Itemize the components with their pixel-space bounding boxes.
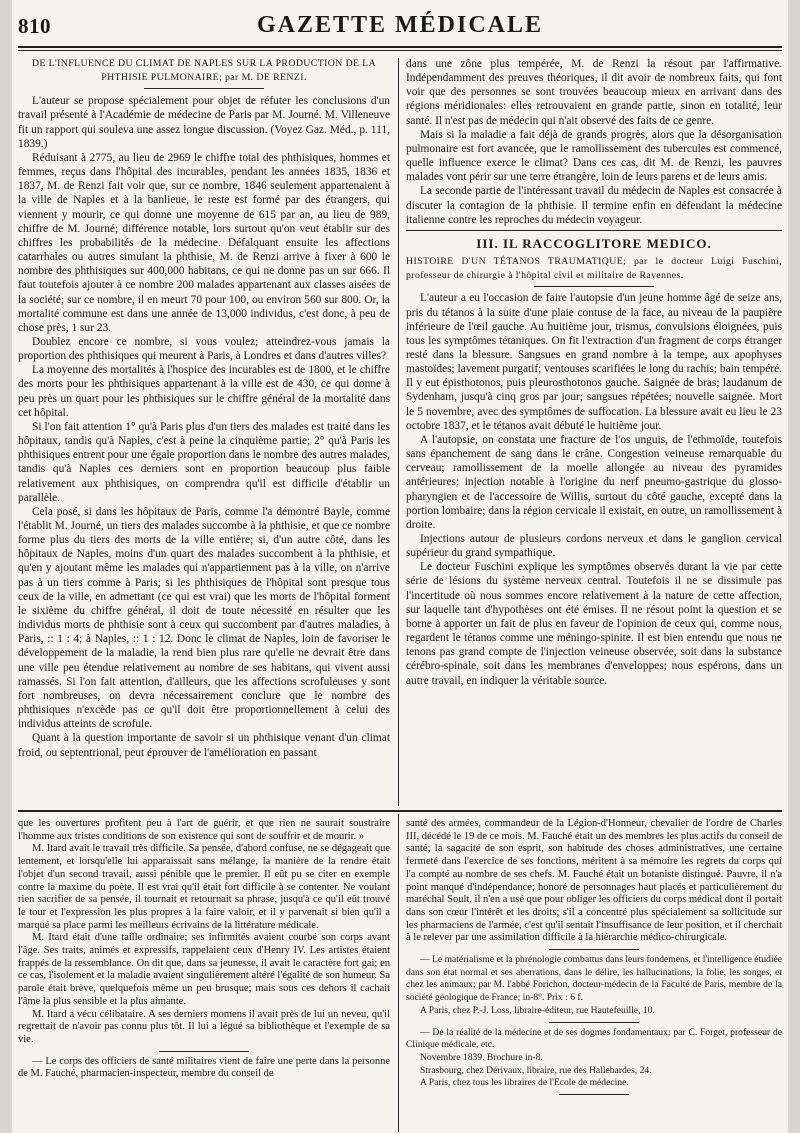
- paragraph: A l'autopsie, on constata une fracture de l'os unguis, de l'ethmoïde, toutefois sans épanchement de sang dans le crâne. Congestion veineuse remarquable du cerveau; ramollissement de la moelle allongée au niveau des pyramides antérieures; injection notable à l'origine du nerf pneumo-gastrique du glosso-pharyngien et de l'accessoire de Willis, surtout du côté gauche, excepté dans la portion lombaire; dans la région cervicale il existait, en outre, un ramollissement à droite.: [406, 433, 782, 531]
- page-header: [12, 8, 788, 42]
- paragraph: L'auteur a eu l'occasion de faire l'autopsie d'un jeune homme âgé de seize ans, pris du tétanos à la suite d'une plaie contuse de la face, au niveau de la paupière inférieure de l'œil gauche. Au huitième jour, trismus, convulsions éloignées, puis tous les symptômes tétaniques. On fit l'extraction d'un fragment de corps étranger resté dans la blessure. Sangsues en grand nombre à la tempe, aux apophyses mastoïdes; lavement purgatif; ventouses scarifiées le long du rachis; bain tempéré. Il y eut épisthotonos, puis pleurosthotonos gauche. Saignée de bras; laudanum de Sydenham, jusqu'à cinq gros par jour; sangsues répétées; nouvelle saignée. Mort le 5 novembre, avec des symptômes de suffocation. La blessure avait eu lieu le 23 octobre 1837, et le tétanos avait débuté le huitième jour.: [406, 292, 782, 432]
- title-separator: [144, 88, 264, 89]
- paragraph: — Le corps des officiers de santé militaires vient de faire une perte dans la personne de M. Fauché, pharmacien-inspecteur, membre du conseil de: [18, 1055, 390, 1080]
- fold-rule: [18, 810, 782, 812]
- end-separator: [559, 1094, 629, 1095]
- paragraph: Injections autour de plusieurs cordons nerveux et dans le ganglion cervical supérieur du grand sympathique.: [406, 533, 782, 560]
- book-notice-publisher: Strasbourg, chez Dérivaux, libraire, rue des Hallebardes, 24.: [420, 1064, 652, 1076]
- masthead-title: GAZETTE MÉDICALE: [256, 12, 544, 38]
- book-notice: — Le matérialisme et la phrénologie combattus dans leurs fondemens, et l'intelligence étudiée dans son état normal et ses aberrations, dans le délire, les hallucinations, la folie, les songes, et chez les animaux; par M. l'abbé Forichon, docteur-médecin de la Faculté de Paris, membre de la société géologique de France; in-8°. Prix : 6 f.: [406, 954, 782, 1004]
- paragraph: Si l'on fait attention 1° qu'à Paris plus d'un tiers des malades est traité dans les hôpitaux, tandis qu'à Naples, c'est à peine la cinquième partie; 2° qu'à Paris les phthisiques entrent pour une égale proportion dans le nombre des autres malades, tandis qu'à Naples ces derniers sont en proportion beaucoup plus faible relativement aux phthisiques, on comprendra qu'il est difficile d'établir un parallèle.: [18, 420, 390, 504]
- header-rule-thin: [18, 50, 782, 51]
- book-notice-publisher: A Paris, chez tous les libraires de l'Ecole de médecine.: [420, 1077, 629, 1089]
- paragraph: M. Itard avait le travail très difficile. Sa pensée, d'abord confuse, ne se dégageait que lentement, et lorsqu'elle lui apparaissait sans mélange, la manière de la rendre était l'objet d'un second travail, aussi pénible que le premier. Il eût pu se citer en exemple contre la maxime du poète. Il est vrai qu'il était fort difficile à se contenter. Ne voulant rien sacrifier de sa pensée, il tournait et retournait sa phrase, jusqu'à ce qu'il eût trouvé le tour et l'expression les plus propres à la faire valoir, et il y parvenait si bien qu'il a marqué sa place parmi les meilleurs écrivains de la littérature médicale.: [18, 843, 390, 931]
- header-rule: [18, 46, 782, 48]
- notice-separator: [549, 1022, 639, 1023]
- paragraph: santé des armées, commandeur de la Légion-d'Honneur, chevalier de l'ordre de Charles III, décédé le 19 de ce mois. M. Fauché était un des membres les plus actifs du conseil de santé; la sagacité de son esprit, son habitude des choses administratives, une certaine fermeté dans l'exercice de ses fonctions, méritent à sa mémoire les regrets du corps qui l'a compté au nombre de ses chefs. M. Fauché était un botaniste distingué. Pauvre, il n'a point manqué d'indépendance; honoré de personnages haut placés et particulièrement du maréchal Soult, il n'en a usé que pour obliger les officiers du corps médical dont il portait dans son cœur l'intérêt et les droits; s'il a concentré plus spécialement sa sollicitude sur les pharmaciens de l'armée, c'est qu'il sentait l'insuffisance de leur position, et il cherchait à le relever par une assimilation difficile à la hiérarchie médico-chirurgicale.: [406, 818, 782, 944]
- column-divider-upper: [398, 58, 399, 806]
- article-title-tetanos: HISTOIRE D'UN TÉTANOS TRAUMATIQUE; par le docteur Luigi Fuschini, professeur de chirurgie à l'hôpital civil et militaire de Ravennes.: [406, 256, 782, 282]
- right-lower-column: [406, 818, 782, 1099]
- paragraph: Cela posé, si dans les hôpitaux de Paris, comme l'a démontré Bayle, comme l'établit M. Journé, un tiers des malades succombe à la phthisie, et que ce nombre forme plus du tiers des morts de la ville entière; si, d'un autre côté, dans les hôpitaux de Naples, moins d'un quart des malades succombent à la phthisie, et qu'en y ajoutant même les malades qui n'appartiennent pas à la ville, on n'arrive pas à un tiers comme à Paris; si les phthisiques de l'hôpital sont presque tous ceux de la ville, en admettant (ce qui est vrai) que les morts de l'hôpital forment le sixième du chiffre général, il doit de toute nécessité en résulter que les individus morts de phthisie sont à ceux qui succombent par d'autres maladies, à Paris, :: 1 : 4; à Naples, :: 1 : 12. Donc le climat de Naples, loin de favoriser le développement de la maladie, la rend bien plus rare qu'elle ne devrait être dans une ville peu étendue relativement au nombre de ses habitans, qui vivent aussi ramassés. Si l'on fait attention, d'ailleurs, que les affections scrofuleuses y sont fort nombreuses, on devra nécessairement conclure que le nombre des phthisiques n'excède pas ce qu'il doit être proportionnellement à celui des individus atteints de scrofule.: [18, 505, 390, 731]
- article-title-naples: DE L'INFLUENCE DU CLIMAT DE NAPLES SUR LA PRODUCTION DE LA PHTHISIE PULMONAIRE; par M. DE RENZI.: [31, 58, 377, 84]
- paragraph: que les ouvertures profitent peu à l'art de guérir, et que rien ne saurait soustraire l'homme aux tristes conditions de son existence qui sont de souffrir et de mourir. »: [18, 818, 390, 842]
- paragraph: M. Itard était d'une taille ordinaire; ses infirmités avaient courbé son corps avant l'âge. Ses traits, animés et expressifs, rappelaient ceux d'Henry IV. Les artistes étaient frappés de la ressemblance. On dit que, dans sa jeunesse, il avait le caractère fort gai; en ce cas, l'isolement et la maladie avaient singulièrement altéré l'égalité de son humeur. Sa parole était brève, quelquefois même un peu brusque; mais sous ces dehors il cachait l'âme la plus sensible et la plus aimante.: [18, 932, 390, 1007]
- section-heading: III. IL RACCOGLITORE MEDICO.: [476, 235, 712, 251]
- book-notice: — De la réalité de la médecine et de ses dogmes fondamentaux; par C. Forget, professeur de Clinique médicale, etc.: [406, 1026, 782, 1051]
- paragraph: L'auteur se propose spécialement pour objet de réfuter les conclusions d'un travail présenté à l'Académie de médecine de Paris par M. Journé. M. Villeneuve fit un rapport qui souleva une assez longue discussion. (Voyez Gaz. Méd., p. 111, 1839.): [18, 95, 390, 150]
- column-divider-lower: [398, 814, 399, 1132]
- left-upper-column: [18, 57, 390, 760]
- page-number: 810: [18, 14, 51, 38]
- section-separator: [406, 230, 782, 231]
- book-notice-publisher: A Paris, chez P.-J. Loss, libraire-éditeur, rue Hautefeuille, 10.: [420, 1004, 655, 1016]
- book-notice-date: Novembre 1839. Brochure in-8.: [420, 1051, 543, 1063]
- paragraph: Le docteur Fuschini explique les symptômes observés durant la vie par cette série de lésions du système nerveux central. Toutefois il ne se dissimule pas l'incertitude où nous sommes encore relativement à la nature de cette affection, sur laquelle tant d'hypothèses ont été émises. Il ne résout point la question et se borne à apporter un fait de plus en faveur de l'opinion de ceux qui, comme nous, regardent le tétanos comme une méningo-spinite. Il est bien entendu que nous ne tenons pas grand compte de l'injection veineuse observée, soit dans la substance cérébro-spinale, soit dans les membranes d'enveloppes; nous espérons, dans un autre travail, en indiquer la véritable source.: [406, 561, 782, 687]
- title-separator: [534, 286, 654, 287]
- paragraph: Quant à la question importante de savoir si un phthisique venant d'un climat froid, ou septentrional, peut éprouver de l'amélioration en passant: [18, 732, 390, 759]
- right-upper-column: [406, 57, 782, 688]
- newspaper-page: [12, 0, 788, 1133]
- paragraph: La moyenne des mortalités à l'hospice des incurables est de 1800, et le chiffre des morts pour les phthisiques appartenant à la ville est de 430, ce qui donne à peu près un quart pour les phthisiques sur le chiffre général de la mortalité dans cet hôpital.: [18, 364, 390, 419]
- paragraph: M. Itard a vécu célibataire. A ses derniers momens il avait près de lui un neveu, qu'il regrettait de n'avoir pas connu plus tôt. Il lui a légué sa bibliothèque et l'exemple de sa vie.: [18, 1008, 390, 1045]
- paragraph: dans une zône plus tempérée, M. de Renzi la résout par l'affirmative. Indépendamment des preuves théoriques, il dit avoir de nombreux faits, qui font voir que des personnes se sont trouvées beaucoup mieux en arrivant dans des régions méridionales: elles retrouvaient en grande partie, sinon en totalité, leur santé. Il n'est pas de médecin qui n'ait observé des faits de ce genre.: [406, 58, 782, 127]
- paragraph: Mais si la maladie a fait déjà de grands progrès, alors que la désorganisation pulmonaire est fort avancée, que le ramollissement des tubercules est commencé, quelle influence exerce le climat? Dans ces cas, dit M. de Renzi, les pauvres malades vont périr sur une terre étrangère, loin de leurs parens et de leurs amis.: [406, 128, 782, 184]
- paragraph: La seconde partie de l'intéressant travail du médecin de Naples est consacrée à discuter la contagion de la phthisie. Il termine enfin en défendant la médecine italienne contre les reproches du médecin voyageur.: [406, 185, 782, 226]
- notice-separator: [159, 1051, 249, 1052]
- left-lower-column: [18, 818, 390, 1081]
- notice-separator: [549, 949, 639, 950]
- paragraph: Réduisant à 2775, au lieu de 2969 le chiffre total des phthisiques, hommes et femmes, reçus dans l'hôpital des incurables, pendant les années 1835, 1836 et 1837, M. de Renzi fait voir que, sur ce nombre, 1846 seulement appartenaient à la ville de Naples et à la banlieue, le reste est formé par des étrangers, qui viennent y mourir, ce qui donne une moyenne de 615 par an, au lieu de 989, chiffre de M. Journé; différence notable, lors surtout qu'on veut établir sur des chiffres les probabilités de la médecine. Défalquant ensuite les affections catarrhales ou autres simulant la phthisie, M. de Renzi arrive à fixer à 600 le nombre des phthisiques sur 400,000 habitans, ce qui ne donne pas un sur 666. Il faut toutefois ajouter à ce nombre 200 malades appartenant aux classes aisées de la société; sur ce nombre, il en meurt 70 pour 100, ou environ 560 sur 800. Or, la mortalité commune est dans une année de 13,000 individus, c'est donc, à peu de chose près, 1 sur 23.: [18, 151, 390, 334]
- paragraph: Doublez encore ce nombre, si vous voulez; atteindrez-vous jamais la proportion des phthisiques qui meurent à Paris, à Londres et dans d'autres villes?: [18, 335, 390, 363]
